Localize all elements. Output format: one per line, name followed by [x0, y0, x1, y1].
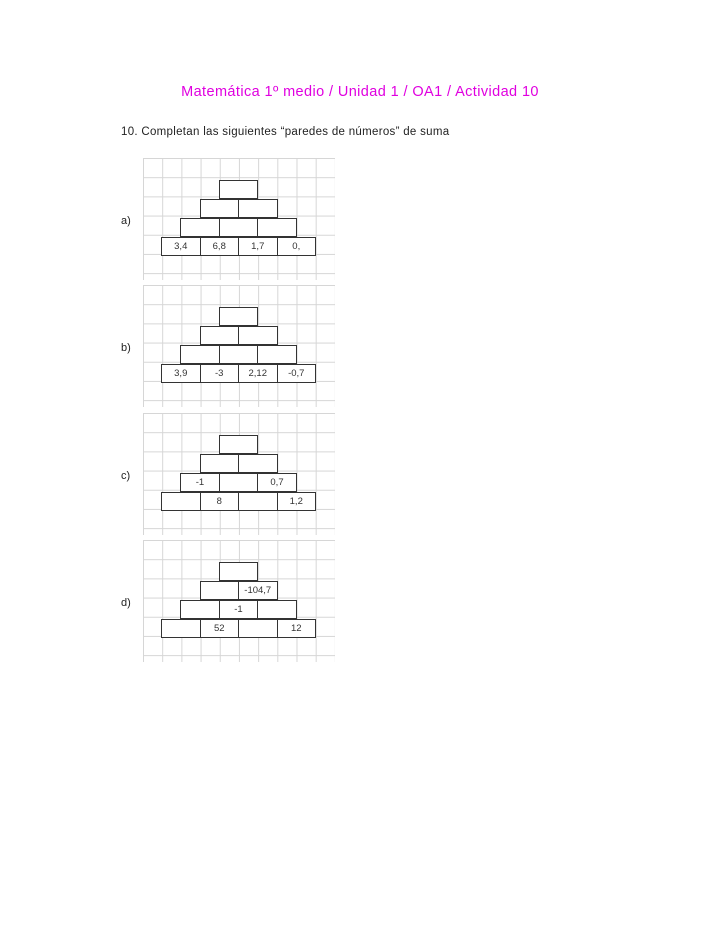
wall-brick[interactable]	[238, 619, 278, 638]
exercise-label: b)	[121, 342, 131, 354]
wall-brick[interactable]	[200, 581, 240, 600]
wall-brick[interactable]	[238, 326, 278, 345]
exercise-label: d)	[121, 597, 131, 609]
wall-brick[interactable]	[200, 454, 240, 473]
wall-brick[interactable]: -1	[180, 473, 220, 492]
wall-brick[interactable]	[161, 492, 201, 511]
wall-brick[interactable]: 0,	[277, 237, 317, 256]
wall-brick[interactable]	[257, 345, 297, 364]
wall-brick[interactable]	[219, 473, 259, 492]
wall-brick[interactable]	[180, 345, 220, 364]
number-wall	[143, 285, 335, 407]
wall-brick[interactable]: 8	[200, 492, 240, 511]
wall-brick[interactable]	[219, 307, 259, 326]
wall-brick[interactable]: -104,7	[238, 581, 278, 600]
wall-brick[interactable]: 3,4	[161, 237, 201, 256]
wall-brick[interactable]	[180, 218, 220, 237]
wall-brick[interactable]	[219, 345, 259, 364]
number-wall	[143, 540, 335, 662]
wall-brick[interactable]: 6,8	[200, 237, 240, 256]
wall-brick[interactable]	[257, 218, 297, 237]
page-header: Matemática 1º medio / Unidad 1 / OA1 / Actividad 10	[181, 84, 539, 100]
wall-brick[interactable]	[238, 199, 278, 218]
number-wall	[143, 413, 335, 535]
wall-brick[interactable]	[200, 326, 240, 345]
wall-brick[interactable]: 1,2	[277, 492, 317, 511]
wall-brick[interactable]: -3	[200, 364, 240, 383]
wall-brick[interactable]	[200, 199, 240, 218]
wall-brick[interactable]	[257, 600, 297, 619]
wall-brick[interactable]	[219, 562, 259, 581]
wall-brick[interactable]: 12	[277, 619, 317, 638]
exercise-label: a)	[121, 215, 131, 227]
wall-brick[interactable]: -1	[219, 600, 259, 619]
wall-brick[interactable]	[219, 180, 259, 199]
wall-brick[interactable]	[161, 619, 201, 638]
wall-brick[interactable]	[238, 454, 278, 473]
wall-brick[interactable]: 1,7	[238, 237, 278, 256]
wall-brick[interactable]: 2,12	[238, 364, 278, 383]
wall-brick[interactable]: 3,9	[161, 364, 201, 383]
number-wall	[143, 158, 335, 280]
wall-brick[interactable]: 52	[200, 619, 240, 638]
exercise-label: c)	[121, 470, 131, 482]
wall-brick[interactable]	[219, 435, 259, 454]
wall-brick[interactable]: -0,7	[277, 364, 317, 383]
wall-brick[interactable]	[238, 492, 278, 511]
instruction-text: 10. Completan las siguientes “paredes de números” de suma	[121, 126, 450, 138]
wall-brick[interactable]	[180, 600, 220, 619]
wall-brick[interactable]: 0,7	[257, 473, 297, 492]
wall-brick[interactable]	[219, 218, 259, 237]
